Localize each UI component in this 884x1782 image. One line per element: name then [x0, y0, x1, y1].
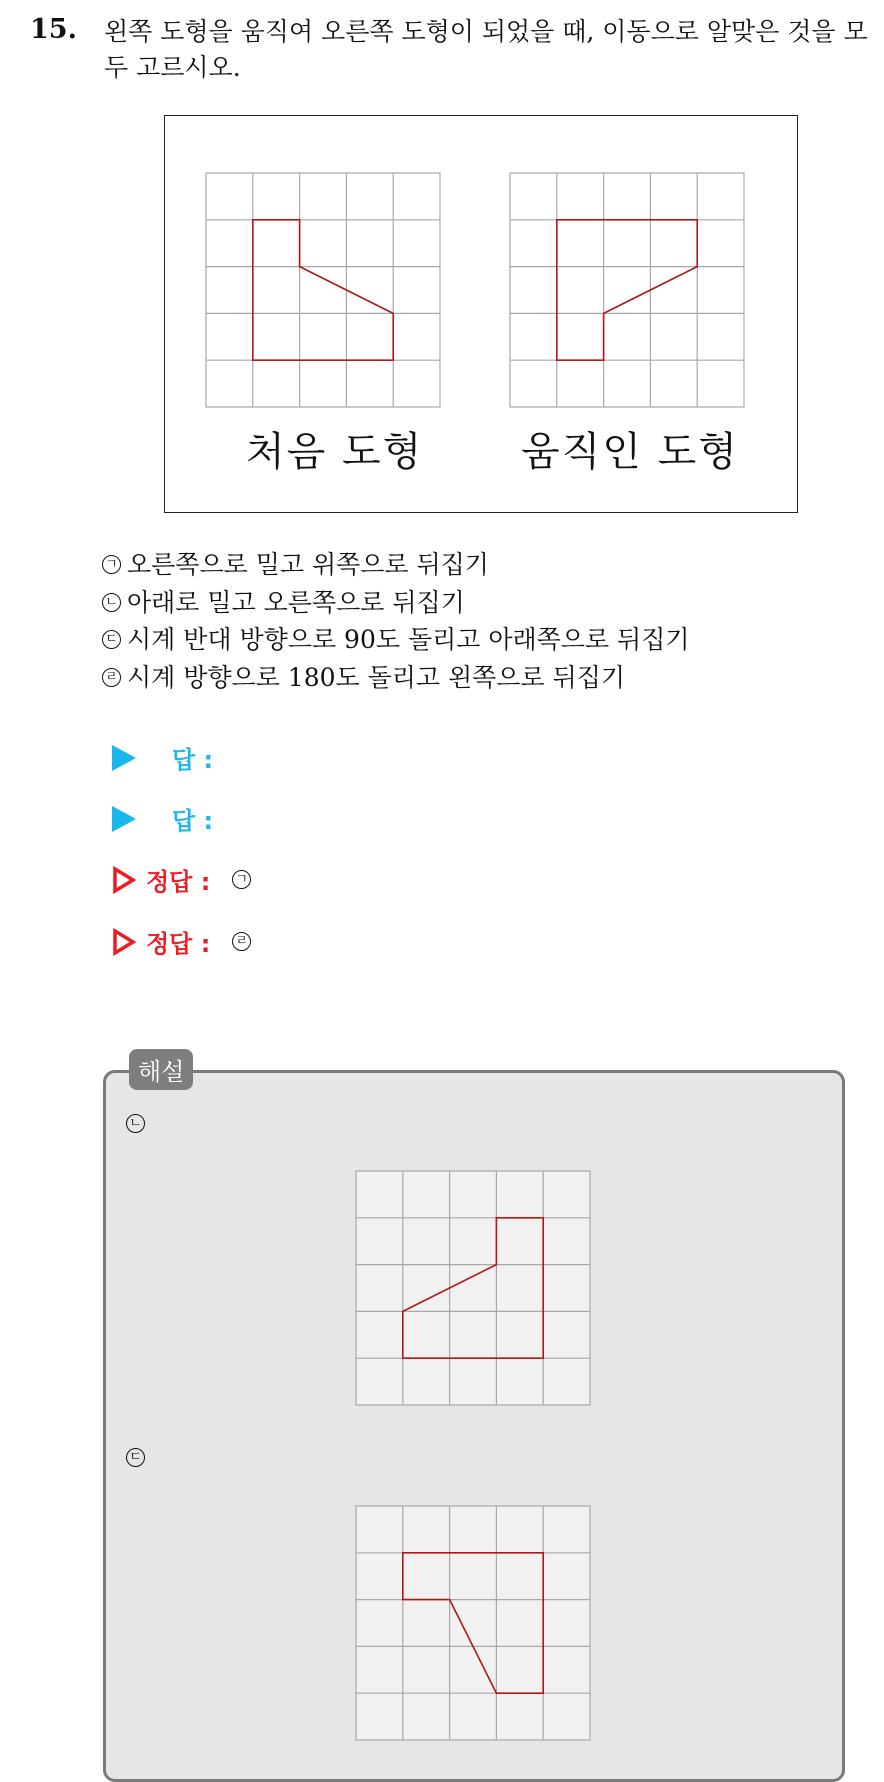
option-mark: ㄴ — [102, 593, 121, 612]
original-shape — [253, 220, 393, 360]
play-arrow-icon — [112, 806, 136, 832]
original-shape-grid — [205, 172, 441, 408]
solution-mark-1: ㄴ — [126, 1114, 145, 1133]
correct-answer-1 — [112, 862, 257, 897]
correct-answer-2 — [112, 924, 257, 959]
option-mark: ㄹ — [102, 668, 121, 687]
correct-label: 정답 : — [146, 868, 211, 896]
option-text: 시계 방향으로 180도 돌리고 왼쪽으로 뒤집기 — [127, 662, 626, 692]
option-item — [102, 621, 690, 659]
question-number: 15. — [30, 14, 77, 45]
option-text: 시계 반대 방향으로 90도 돌리고 아래쪽으로 뒤집기 — [127, 625, 690, 654]
left-figure-caption: 처음 도형 — [246, 429, 424, 475]
option-mark: ㄱ — [102, 555, 121, 574]
solution-mark-2: ㄷ — [126, 1448, 145, 1467]
option-text: 아래로 밀고 오른쪽으로 뒤집기 — [127, 587, 465, 617]
grid-lines — [206, 173, 440, 407]
moved-shape — [557, 220, 697, 360]
answer-blank-2 — [112, 801, 213, 836]
correct-label: 정답 : — [146, 930, 211, 958]
right-figure-caption: 움직인 도형 — [521, 429, 739, 475]
option-item — [102, 659, 690, 697]
option-item — [102, 546, 690, 584]
solution-grid-1 — [355, 1170, 591, 1406]
solution-tag: 해설 — [129, 1049, 193, 1090]
question-text: 왼쪽 도형을 움직여 오른쪽 도형이 되었을 때, 이동으로 알맞은 것을 모두 고르시오. — [104, 17, 868, 82]
answer-blank-1 — [112, 740, 213, 775]
correct-value: ㄱ — [232, 870, 251, 889]
option-text: 오른쪽으로 밀고 위쪽으로 뒤집기 — [127, 550, 489, 579]
solution-grid-2 — [355, 1505, 591, 1741]
play-arrow-icon — [112, 745, 136, 771]
answer-label: 답 : — [172, 807, 214, 835]
moved-shape-grid — [509, 172, 745, 408]
option-mark: ㄷ — [102, 630, 121, 649]
correct-value: ㄹ — [232, 932, 251, 951]
outline-arrow-icon — [112, 866, 136, 894]
outline-arrow-icon — [112, 928, 136, 956]
answer-label: 답 : — [172, 746, 214, 774]
option-list — [102, 546, 690, 696]
option-item — [102, 584, 690, 622]
